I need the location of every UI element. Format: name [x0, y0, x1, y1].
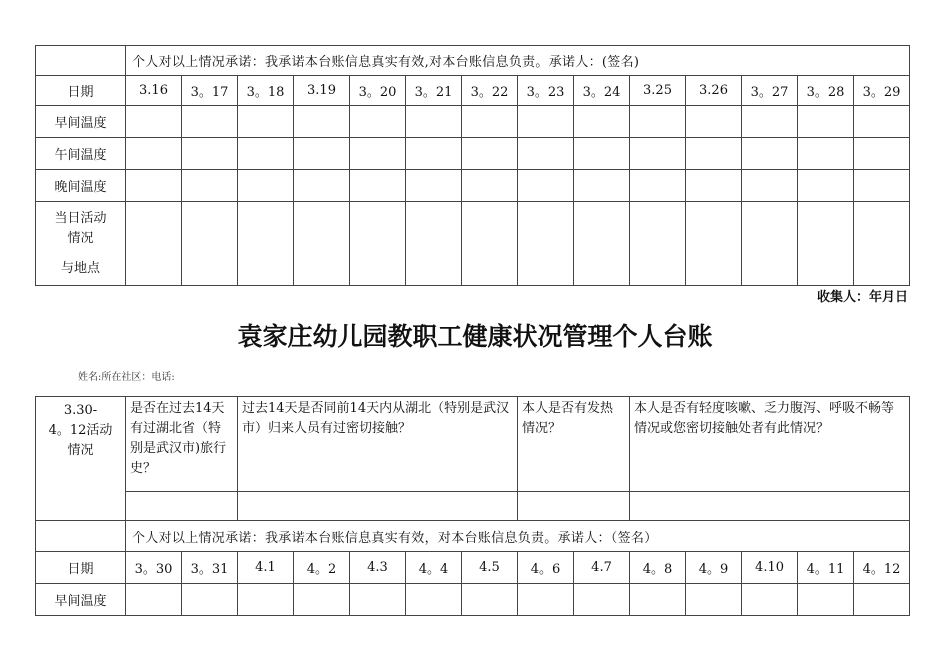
empty-cell[interactable]	[630, 138, 686, 170]
empty-cell[interactable]	[742, 138, 798, 170]
activity-label-line: 与地点	[60, 260, 100, 276]
empty-cell[interactable]	[518, 584, 574, 616]
temperature-row-evening	[36, 170, 910, 202]
empty-cell[interactable]	[462, 202, 518, 286]
date-cell: 3。21	[406, 76, 462, 106]
date-cell: 3。17	[182, 76, 238, 106]
empty-cell[interactable]	[462, 170, 518, 202]
empty-cell[interactable]	[574, 170, 630, 202]
date-cell: 4。2	[294, 552, 350, 584]
empty-cell[interactable]	[350, 170, 406, 202]
empty-cell[interactable]	[126, 138, 182, 170]
empty-cell[interactable]	[574, 106, 630, 138]
empty-cell[interactable]	[350, 106, 406, 138]
empty-cell[interactable]	[462, 106, 518, 138]
date-cell: 3。29	[854, 76, 910, 106]
pledge-row	[36, 521, 910, 552]
corner-cell	[36, 46, 126, 76]
date-cell: 3。18	[238, 76, 294, 106]
pledge-text: 个人对以上情况承诺：我承诺本台账信息真实有效，对本台账信息负责。承诺人：（签名）	[126, 521, 910, 552]
date-cell: 4。8	[630, 552, 686, 584]
empty-cell[interactable]	[126, 202, 182, 286]
date-cell: 3.25	[630, 76, 686, 106]
empty-cell[interactable]	[182, 202, 238, 286]
pledge-text: 个人对以上情况承诺：我承诺本台账信息真实有效,对本台账信息负责。承诺人：(签名)	[126, 46, 910, 76]
answer-symptoms[interactable]	[630, 492, 910, 521]
collector-signature-line: 收集人：年月日	[816, 290, 908, 305]
answer-fever[interactable]	[518, 492, 630, 521]
row-label: 早间温度	[36, 106, 126, 138]
empty-cell[interactable]	[238, 202, 294, 286]
empty-cell[interactable]	[798, 170, 854, 202]
empty-cell[interactable]	[462, 138, 518, 170]
date-cell: 4.7	[574, 552, 630, 584]
empty-cell[interactable]	[182, 584, 238, 616]
corner-cell	[36, 521, 126, 552]
empty-cell[interactable]	[630, 584, 686, 616]
empty-cell[interactable]	[238, 106, 294, 138]
empty-cell[interactable]	[182, 170, 238, 202]
empty-cell[interactable]	[182, 138, 238, 170]
personal-info-line: 姓名:所在社区：电话:	[78, 372, 175, 383]
empty-cell[interactable]	[518, 170, 574, 202]
date-row	[36, 552, 910, 584]
date-cell: 4.3	[350, 552, 406, 584]
empty-cell[interactable]	[238, 584, 294, 616]
empty-cell[interactable]	[126, 584, 182, 616]
empty-cell[interactable]	[406, 138, 462, 170]
date-cell: 3。31	[182, 552, 238, 584]
empty-cell[interactable]	[686, 106, 742, 138]
date-cell: 3。20	[350, 76, 406, 106]
empty-cell[interactable]	[238, 170, 294, 202]
row-label: 晚间温度	[36, 170, 126, 202]
empty-cell[interactable]	[798, 584, 854, 616]
date-cell: 3。28	[798, 76, 854, 106]
empty-cell[interactable]	[798, 106, 854, 138]
empty-cell[interactable]	[350, 138, 406, 170]
empty-cell[interactable]	[126, 170, 182, 202]
question-row	[36, 397, 910, 492]
answer-close-contact[interactable]	[238, 492, 518, 521]
empty-cell[interactable]	[406, 170, 462, 202]
temperature-row-morning	[36, 106, 910, 138]
activity-label-line: 情况	[67, 230, 94, 246]
empty-cell[interactable]	[742, 170, 798, 202]
health-ledger-table-2	[35, 396, 910, 616]
date-cell: 3.16	[126, 76, 182, 106]
activity-label	[36, 202, 126, 286]
empty-cell[interactable]	[574, 584, 630, 616]
empty-cell[interactable]	[742, 584, 798, 616]
activity-row	[36, 202, 910, 286]
date-cell: 3。23	[518, 76, 574, 106]
date-cell: 4。12	[854, 552, 910, 584]
empty-cell[interactable]	[854, 138, 910, 170]
empty-cell[interactable]	[854, 584, 910, 616]
period-label-line: 情况	[67, 443, 94, 458]
row-label: 午间温度	[36, 138, 126, 170]
date-cell: 3。24	[574, 76, 630, 106]
empty-cell[interactable]	[686, 584, 742, 616]
date-cell: 3。22	[462, 76, 518, 106]
empty-cell[interactable]	[294, 584, 350, 616]
date-cell: 3.19	[294, 76, 350, 106]
empty-cell[interactable]	[294, 106, 350, 138]
question-fever: 本人是否有发热情况？	[518, 397, 630, 492]
empty-cell[interactable]	[630, 202, 686, 286]
empty-cell[interactable]	[630, 170, 686, 202]
date-cell: 4.1	[238, 552, 294, 584]
period-label-line: 3.30-	[63, 403, 98, 418]
date-cell: 3。30	[126, 552, 182, 584]
answer-row	[36, 492, 910, 521]
empty-cell[interactable]	[686, 138, 742, 170]
empty-cell[interactable]	[518, 106, 574, 138]
empty-cell[interactable]	[742, 202, 798, 286]
empty-cell[interactable]	[854, 202, 910, 286]
empty-cell[interactable]	[518, 138, 574, 170]
date-cell: 4。4	[406, 552, 462, 584]
empty-cell[interactable]	[406, 584, 462, 616]
activity-label-line: 当日活动	[54, 210, 107, 226]
empty-cell[interactable]	[126, 106, 182, 138]
empty-cell[interactable]	[742, 106, 798, 138]
period-label-line: 4。12活动	[48, 423, 113, 438]
empty-cell[interactable]	[462, 584, 518, 616]
empty-cell[interactable]	[574, 202, 630, 286]
page-title: 袁家庄幼儿园教职工健康状况管理个人台账	[237, 322, 713, 351]
date-cell: 3。27	[742, 76, 798, 106]
row-label: 早间温度	[36, 584, 126, 616]
empty-cell[interactable]	[350, 202, 406, 286]
health-ledger-table-1	[35, 45, 910, 286]
empty-cell[interactable]	[798, 202, 854, 286]
question-close-contact: 过去14天是否同前14天内从湖北（特别是武汉市）归来人员有过密切接触？	[238, 397, 518, 492]
empty-cell[interactable]	[406, 202, 462, 286]
empty-cell[interactable]	[574, 138, 630, 170]
empty-cell[interactable]	[294, 138, 350, 170]
date-cell: 4。6	[518, 552, 574, 584]
date-label: 日期	[36, 76, 126, 106]
empty-cell[interactable]	[854, 106, 910, 138]
empty-cell[interactable]	[686, 202, 742, 286]
date-label: 日期	[36, 552, 126, 584]
empty-cell[interactable]	[238, 138, 294, 170]
question-hubei-travel: 是否在过去14天有过湖北省（特别是武汉市)旅行史？	[126, 397, 238, 492]
empty-cell[interactable]	[294, 202, 350, 286]
answer-hubei-travel[interactable]	[126, 492, 238, 521]
empty-cell[interactable]	[182, 106, 238, 138]
empty-cell[interactable]	[854, 170, 910, 202]
empty-cell[interactable]	[798, 138, 854, 170]
empty-cell[interactable]	[406, 106, 462, 138]
temperature-row-morning	[36, 584, 910, 616]
date-cell: 4。9	[686, 552, 742, 584]
date-cell: 3.26	[686, 76, 742, 106]
date-row	[36, 76, 910, 106]
date-cell: 4.5	[462, 552, 518, 584]
empty-cell[interactable]	[518, 202, 574, 286]
question-symptoms: 本人是否有轻度咳嗽、乏力腹泻、呼吸不畅等情况或您密切接触处者有此情况？	[630, 397, 910, 492]
empty-cell[interactable]	[630, 106, 686, 138]
date-cell: 4.10	[742, 552, 798, 584]
temperature-row-noon	[36, 138, 910, 170]
period-label	[36, 397, 126, 521]
date-cell: 4。11	[798, 552, 854, 584]
empty-cell[interactable]	[686, 170, 742, 202]
empty-cell[interactable]	[294, 170, 350, 202]
empty-cell[interactable]	[350, 584, 406, 616]
